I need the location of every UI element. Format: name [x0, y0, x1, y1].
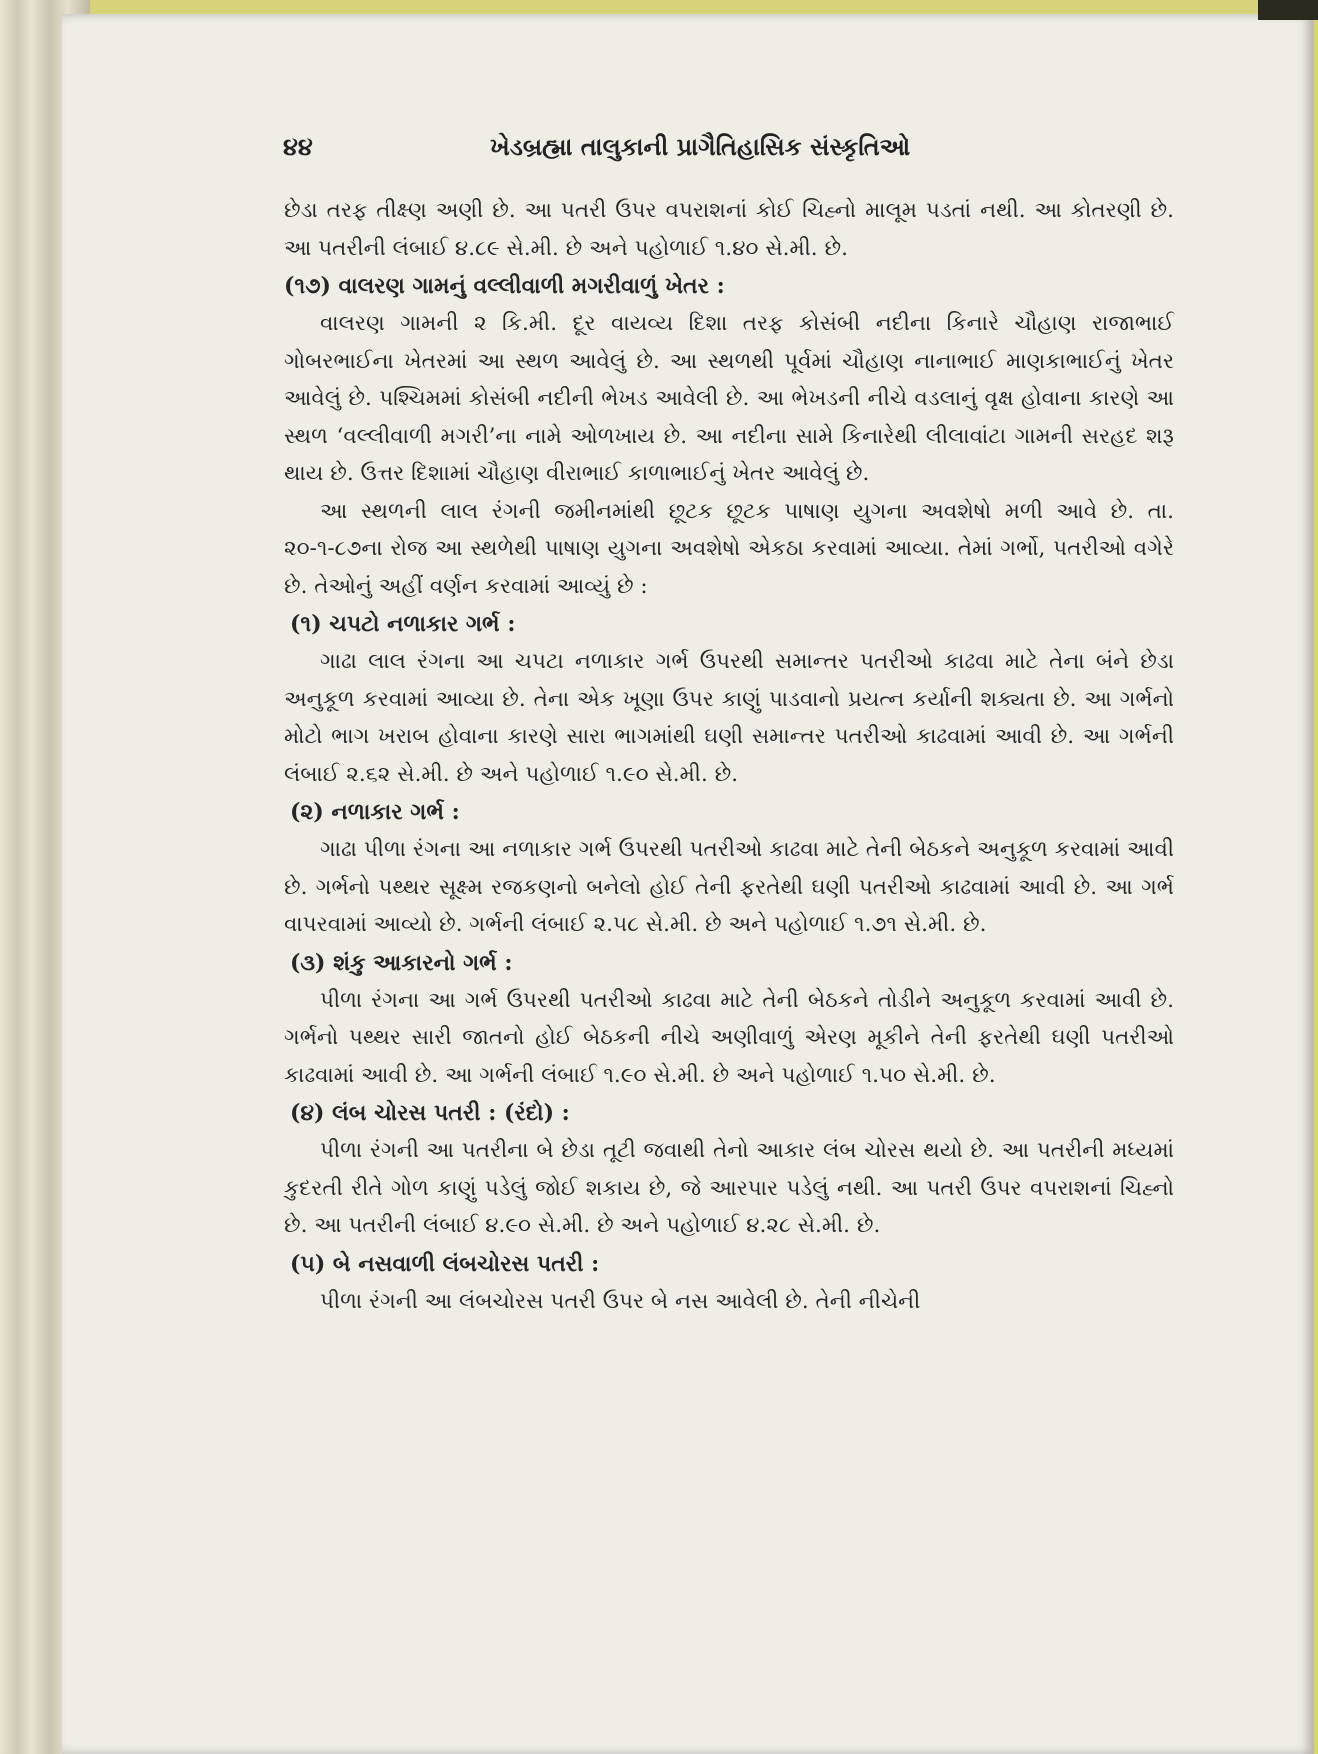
page-header [0, 132, 1318, 168]
paragraph: આ સ્થળની લાલ રંગની જમીનમાંથી છૂટક છૂટક પાષાણ યુગના અવશેષો મળી આવે છે. તા. ૨૦-૧-૮૭ના રોજ આ સ્થળેથી પાષાણ યુગના અવશેષો એકઠા કરવામાં આવ્યા. તેમાં ગર્ભો, પતરીઓ વગેરે છે. તેઓનું અહીં વર્ણન કરવામાં આવ્યું છે : [284, 498, 1174, 599]
subsection-heading: (૩) શંકુ આકારનો ગર્ભ : [290, 949, 513, 976]
paragraph: ગાઢા પીળા રંગના આ નળાકાર ગર્ભ ઉપરથી પતરીઓ કાઢવા માટે તેની બેઠકને અનુકૂળ કરવામાં આવી છે. ગર્ભનો પથ્થર સૂક્ષ્મ રજકણનો બનેલો હોઈ તેની ફરતેથી ઘણી પતરીઓ કાઢવામાં આવી છે. આ ગર્ભ વાપરવામાં આવ્યો છે. ગર્ભની લંબાઈ ૨.૫૮ સે.મી. છે અને પહોળાઈ ૧.૭૧ સે.મી. છે. [284, 837, 1174, 937]
section-heading: (૧૭) વાલરણ ગામનું વલ્લીવાળી મગરીવાળું ખેતર : [284, 273, 725, 299]
subsection-heading: (૨) નળાકાર ગર્ભ : [290, 799, 460, 825]
paragraph: છેડા તરફ તીક્ષ્ણ અણી છે. આ પતરી ઉપર વપરાશનાં કોઈ ચિહ્નો માલૂમ પડતાં નથી. આ કોતરણી છે. આ પતરીની લંબાઈ ૪.૮૯ સે.મી. છે અને પહોળાઈ ૧.૪૦ સે.મી. છે. [284, 198, 1174, 261]
subsection-heading: (૧) ચપટો નળાકાર ગર્ભ : [290, 611, 516, 637]
paragraph: પીળા રંગની આ લંબચોરસ પતરી ઉપર બે નસ આવેલી છે. તેની નીચેની [320, 1288, 921, 1314]
running-title: ખેડબ્રહ્મા તાલુકાની પ્રાગૈતિહાસિક સંસ્કૃતિઓ [490, 132, 911, 161]
dark-corner [1258, 0, 1318, 20]
page-body [284, 192, 1174, 1320]
paragraph: ગાઢા લાલ રંગના આ ચપટા નળાકાર ગર્ભ ઉપરથી સમાન્તર પતરીઓ કાઢવા માટે તેના બંને છેડા અનુકૂળ કરવામાં આવ્યા છે. તેના એક ખૂણા ઉપર કાણું પાડવાનો પ્રયત્ન કર્યાની શક્યતા છે. આ ગર્ભનો મોટો ભાગ ખરાબ હોવાના કારણે સારા ભાગમાંથી ઘણી સમાન્તર પતરીઓ કાઢવામાં આવી છે. આ ગર્ભની લંબાઈ ૨.૬૨ સે.મી. છે અને પહોળાઈ ૧.૯૦ સે.મી. છે. [284, 649, 1174, 787]
paragraph: પીળા રંગની આ પતરીના બે છેડા તૂટી જવાથી તેનો આકાર લંબ ચોરસ થયો છે. આ પતરીની મધ્યમાં કુદરતી રીતે ગોળ કાણું પડેલું જોઈ શકાય છે, જે આરપાર પડેલું નથી. આ પતરી ઉપર વપરાશનાં ચિહ્નો છે. આ પતરીની લંબાઈ ૪.૯૦ સે.મી. છે અને પહોળાઈ ૪.૨૮ સે.મી. છે. [284, 1138, 1174, 1238]
page-number: ૪૪ [283, 132, 313, 161]
paragraph: વાલરણ ગામની ૨ કિ.મી. દૂર વાયવ્ય દિશા તરફ કોસંબી નદીના કિનારે ચૌહાણ રાજાભાઈ ગોબરભાઈના ખેતરમાં આ સ્થળ આવેલું છે. આ સ્થળથી પૂર્વમાં ચૌહાણ નાનાભાઈ માણકાભાઈનું ખેતર આવેલું છે. પશ્ચિમમાં કોસંબી નદીની ભેખડ આવેલી છે. આ ભેખડની નીચે વડલાનું વૃક્ષ હોવાના કારણે આ સ્થળ ‘વલ્લીવાળી મગરી’ના નામે ઓળખાય છે. આ નદીના સામે કિનારેથી લીલાવાંટા ગામની સરહદ શરૂ થાય છે. ઉત્તર દિશામાં ચૌહાણ વીરાભાઈ કાળાભાઈનું ખેતર આવેલું છે. [284, 311, 1174, 486]
paragraph: પીળા રંગના આ ગર્ભ ઉપરથી પતરીઓ કાઢવા માટે તેની બેઠકને તોડીને અનુકૂળ કરવામાં આવી છે. ગર્ભનો પથ્થર સારી જાતનો હોઈ બેઠકની નીચે અણીવાળું એરણ મૂકીને તેની ફરતેથી ઘણી પતરીઓ કાઢવામાં આવી છે. આ ગર્ભની લંબાઈ ૧.૯૦ સે.મી. છે અને પહોળાઈ ૧.૫૦ સે.મી. છે. [284, 987, 1174, 1088]
subsection-heading: (૪) લંબ ચોરસ પતરી : (રંદો) : [290, 1100, 570, 1126]
subsection-heading: (૫) બે નસવાળી લંબચોરસ પતરી : [290, 1250, 600, 1277]
